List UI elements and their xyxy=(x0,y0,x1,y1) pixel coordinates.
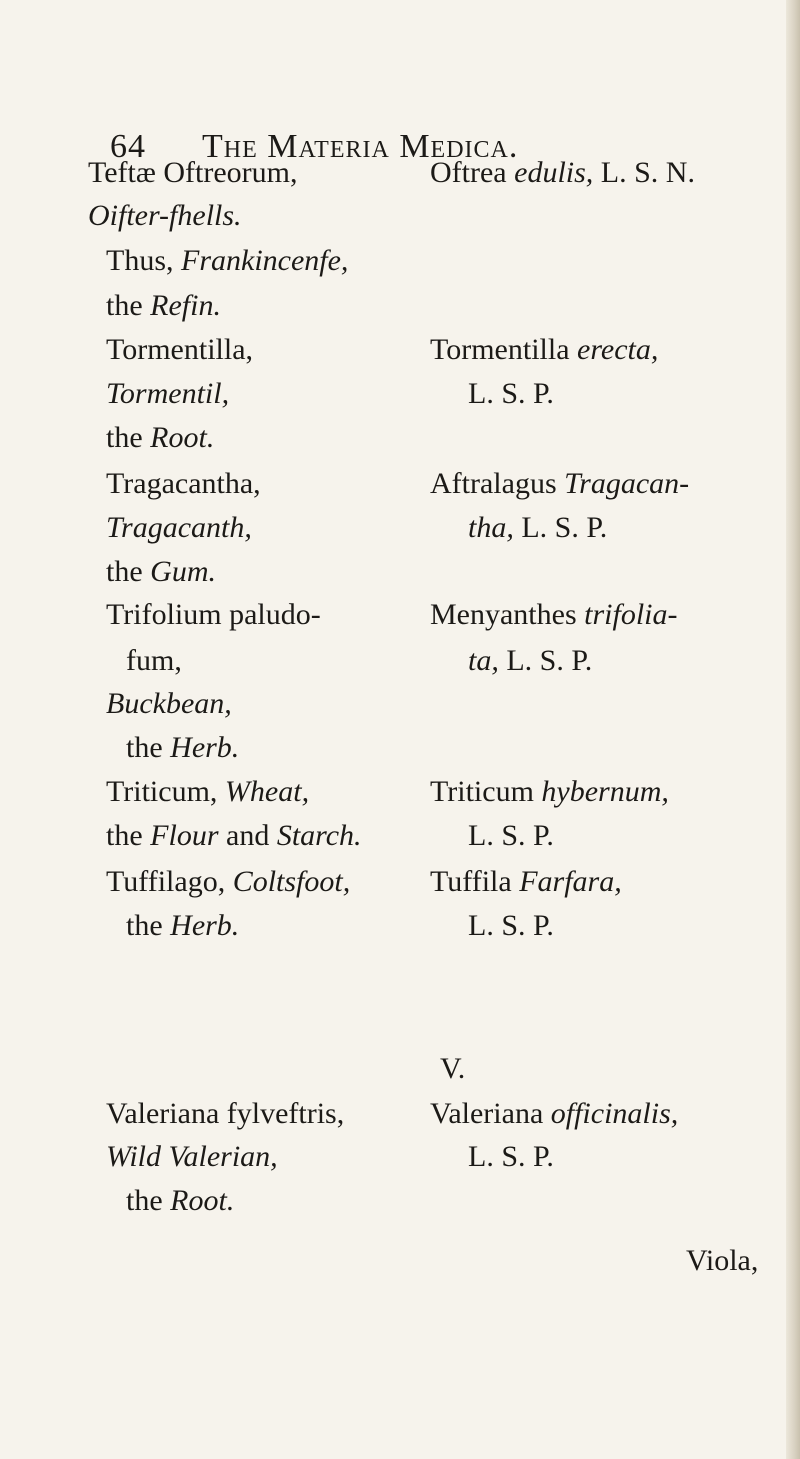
section-mark: V. xyxy=(440,1052,466,1085)
page-number: 64 xyxy=(110,128,146,165)
roman-text: Aftralagus xyxy=(430,467,565,500)
italic-text: Farfara, xyxy=(519,865,622,898)
italic-text: ta, xyxy=(468,644,499,677)
italic-text: Starch. xyxy=(276,819,362,852)
right-entry-line xyxy=(468,376,554,412)
right-entry-line xyxy=(468,818,554,854)
right-entry-line xyxy=(430,332,658,368)
right-entry-line xyxy=(468,643,592,679)
left-entry-line xyxy=(126,643,182,679)
roman-text: Tuffilago, xyxy=(106,865,233,898)
left-entry-line xyxy=(106,1096,344,1132)
roman-text: L. S. P. xyxy=(468,909,554,942)
left-entry-line xyxy=(106,774,309,810)
roman-text: Teftæ Oftreorum, xyxy=(88,156,298,189)
right-entry-line xyxy=(468,1139,554,1175)
left-entry-line xyxy=(106,818,362,854)
left-entry-line xyxy=(126,1183,234,1219)
italic-text: Herb. xyxy=(170,731,240,764)
left-entry-line xyxy=(106,1139,278,1175)
roman-text: the xyxy=(106,421,151,454)
roman-text: L. S. P. xyxy=(468,819,554,852)
roman-text: L. S. N. xyxy=(593,156,695,189)
italic-text: Herb. xyxy=(170,909,240,942)
roman-text: Valeriana fylveftris, xyxy=(106,1097,345,1130)
italic-text: hybernum, xyxy=(541,775,669,808)
right-entry-line xyxy=(430,774,669,810)
roman-text: the xyxy=(126,909,171,942)
page-edge xyxy=(786,0,800,1459)
left-entry-line xyxy=(106,510,252,546)
roman-text: L. S. P. xyxy=(498,644,593,677)
italic-text: Wild Valerian, xyxy=(106,1140,278,1173)
roman-text: L. S. P. xyxy=(513,511,608,544)
running-title: The Materia Medica. xyxy=(202,128,519,165)
italic-text: Tragacan- xyxy=(564,467,690,500)
italic-text: Frankincenfe, xyxy=(181,244,349,277)
italic-text: Tragacanth, xyxy=(106,511,252,544)
italic-text: Coltsfoot, xyxy=(232,865,351,898)
roman-text: the xyxy=(106,289,151,322)
left-entry-line xyxy=(106,243,348,279)
italic-text: Oifter-fhells. xyxy=(88,199,242,232)
roman-text: the xyxy=(126,1184,171,1217)
italic-text: tha, xyxy=(468,511,514,544)
roman-text: Tuffila xyxy=(430,865,520,898)
catchword: Viola, xyxy=(686,1244,759,1277)
roman-text: fum, xyxy=(126,644,182,677)
roman-text: the xyxy=(106,555,151,588)
italic-text: Root. xyxy=(150,421,215,454)
italic-text: Wheat, xyxy=(224,775,310,808)
italic-text: Buckbean, xyxy=(106,687,232,720)
left-entry-line xyxy=(106,420,214,456)
italic-text: edulis, xyxy=(514,156,594,189)
right-entry-line xyxy=(430,155,695,191)
left-entry-line xyxy=(106,686,232,722)
italic-text: erecta, xyxy=(577,333,659,366)
roman-text: Triticum, xyxy=(106,775,225,808)
roman-text: Oftrea xyxy=(430,156,515,189)
left-entry-line xyxy=(106,597,321,633)
roman-text: Menyanthes xyxy=(430,598,585,631)
right-entry-line xyxy=(468,908,554,944)
roman-text: Trifolium paludo- xyxy=(106,598,321,631)
left-entry-line xyxy=(88,198,242,234)
left-entry-line xyxy=(106,288,221,324)
left-entry-line xyxy=(106,376,229,412)
roman-text: Triticum xyxy=(430,775,542,808)
roman-text: and xyxy=(218,819,277,852)
left-entry-line xyxy=(106,864,350,900)
left-entry-line xyxy=(106,466,261,502)
right-entry-line xyxy=(430,1096,678,1132)
roman-text: L. S. P. xyxy=(468,377,554,410)
italic-text: Refin. xyxy=(150,289,221,322)
italic-text: trifolia- xyxy=(584,598,678,631)
left-entry-line xyxy=(106,554,216,590)
roman-text: the xyxy=(106,819,151,852)
right-entry-line xyxy=(430,466,689,502)
roman-text: Tormentilla, xyxy=(106,333,254,366)
roman-text: Tragacantha, xyxy=(106,467,261,500)
left-entry-line xyxy=(106,332,253,368)
right-entry-line xyxy=(430,597,677,633)
right-entry-line xyxy=(468,510,607,546)
italic-text: Flour xyxy=(150,819,219,852)
roman-text: Valeriana xyxy=(430,1097,551,1130)
roman-text: Thus, xyxy=(106,244,181,277)
roman-text: L. S. P. xyxy=(468,1140,554,1173)
right-entry-line xyxy=(430,864,622,900)
left-entry-line xyxy=(126,908,239,944)
italic-text: Tormentil, xyxy=(106,377,230,410)
roman-text: Tormentilla xyxy=(430,333,578,366)
italic-text: Gum. xyxy=(150,555,216,588)
roman-text: the xyxy=(126,731,171,764)
left-entry-line xyxy=(88,155,298,191)
left-entry-line xyxy=(126,730,239,766)
italic-text: Root. xyxy=(170,1184,235,1217)
italic-text: officinalis, xyxy=(550,1097,679,1130)
